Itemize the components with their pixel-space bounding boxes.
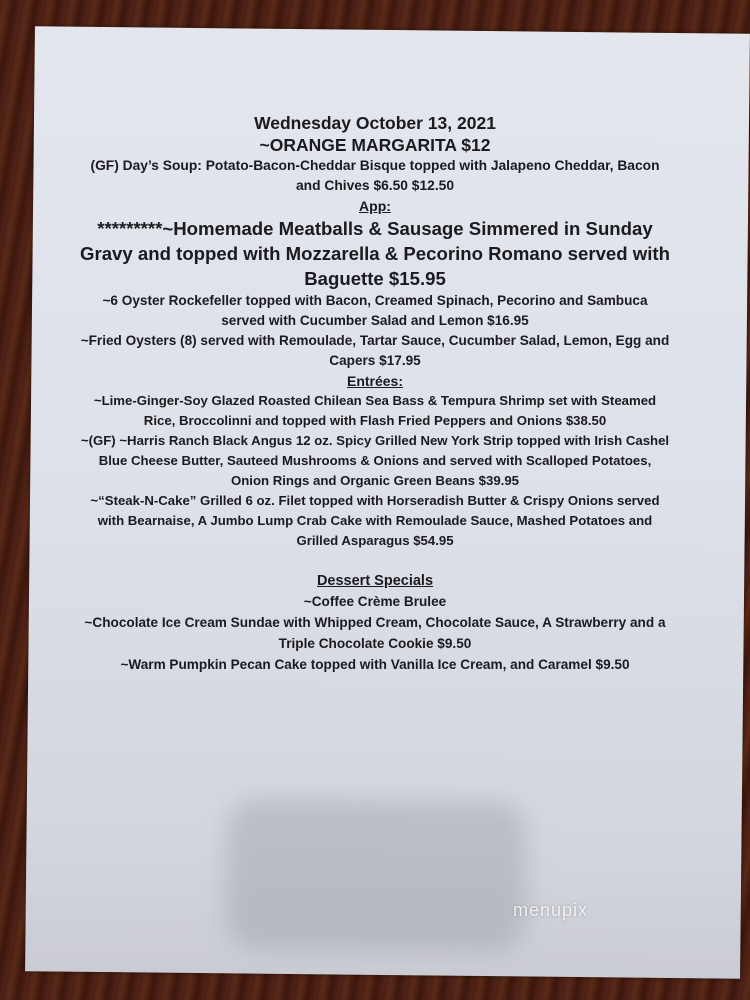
dessert-heading: Dessert Specials: [316, 573, 434, 589]
menupix-watermark: menupix: [513, 900, 589, 920]
dessert-item-sundae: ~Chocolate Ice Cream Sundae with Whipped Cream, Chocolate Sauce, A Strawberry and a Triple Chocolate Cookie $9.50: [84, 615, 666, 651]
entree-item-new-york-strip: ~(GF) ~Harris Ranch Black Angus 12 oz. Spicy Grilled New York Strip topped with Irish Cashel Blue Cheese Butter, Sauteed Mushrooms & Onions and served with Scalloped Potatoes, Onion Rings and Organic Green Beans $39.95: [80, 433, 670, 488]
entrees-heading: Entrées:: [346, 373, 404, 389]
drink-special: ~ORANGE MARGARITA $12: [259, 135, 491, 155]
soup-special: (GF) Day’s Soup: Potato-Bacon-Cheddar Bisque topped with Jalapeno Cheddar, Bacon and Chives $6.50 $12.50: [90, 158, 660, 193]
daily-specials-menu: [80, 112, 670, 675]
app-item-fried-oysters: ~Fried Oysters (8) served with Remoulade, Tartar Sauce, Cucumber Salad, Lemon, Egg and Capers $17.95: [80, 333, 670, 368]
entree-item-sea-bass: ~Lime-Ginger-Soy Glazed Roasted Chilean Sea Bass & Tempura Shrimp set with Steamed Rice, Broccolinni and topped with Flash Fried Peppers and Onions $38.50: [93, 393, 657, 428]
app-heading: App:: [359, 198, 391, 214]
app-item-meatballs: *********~Homemade Meatballs & Sausage Simmered in Sunday Gravy and topped with Mozzarella & Pecorino Romano served with Baguette $15.95: [80, 218, 670, 289]
app-item-oyster-rockefeller: ~6 Oyster Rockefeller topped with Bacon, Creamed Spinach, Pecorino and Sambuca served with Cucumber Salad and Lemon $16.95: [102, 293, 648, 328]
entree-item-steak-n-cake: ~“Steak-N-Cake” Grilled 6 oz. Filet topped with Horseradish Butter & Crispy Onions served with Bearnaise, A Jumbo Lump Crab Cake with Remoulade Sauce, Mashed Potatoes and Grilled Asparagus $54.95: [90, 493, 660, 548]
menu-date: Wednesday October 13, 2021: [254, 113, 496, 133]
dessert-item-pumpkin-cake: ~Warm Pumpkin Pecan Cake topped with Vanilla Ice Cream, and Caramel $9.50: [120, 657, 630, 672]
dessert-item-creme-brulee: ~Coffee Crème Brulee: [303, 594, 447, 609]
paper-shadow: [225, 798, 527, 951]
